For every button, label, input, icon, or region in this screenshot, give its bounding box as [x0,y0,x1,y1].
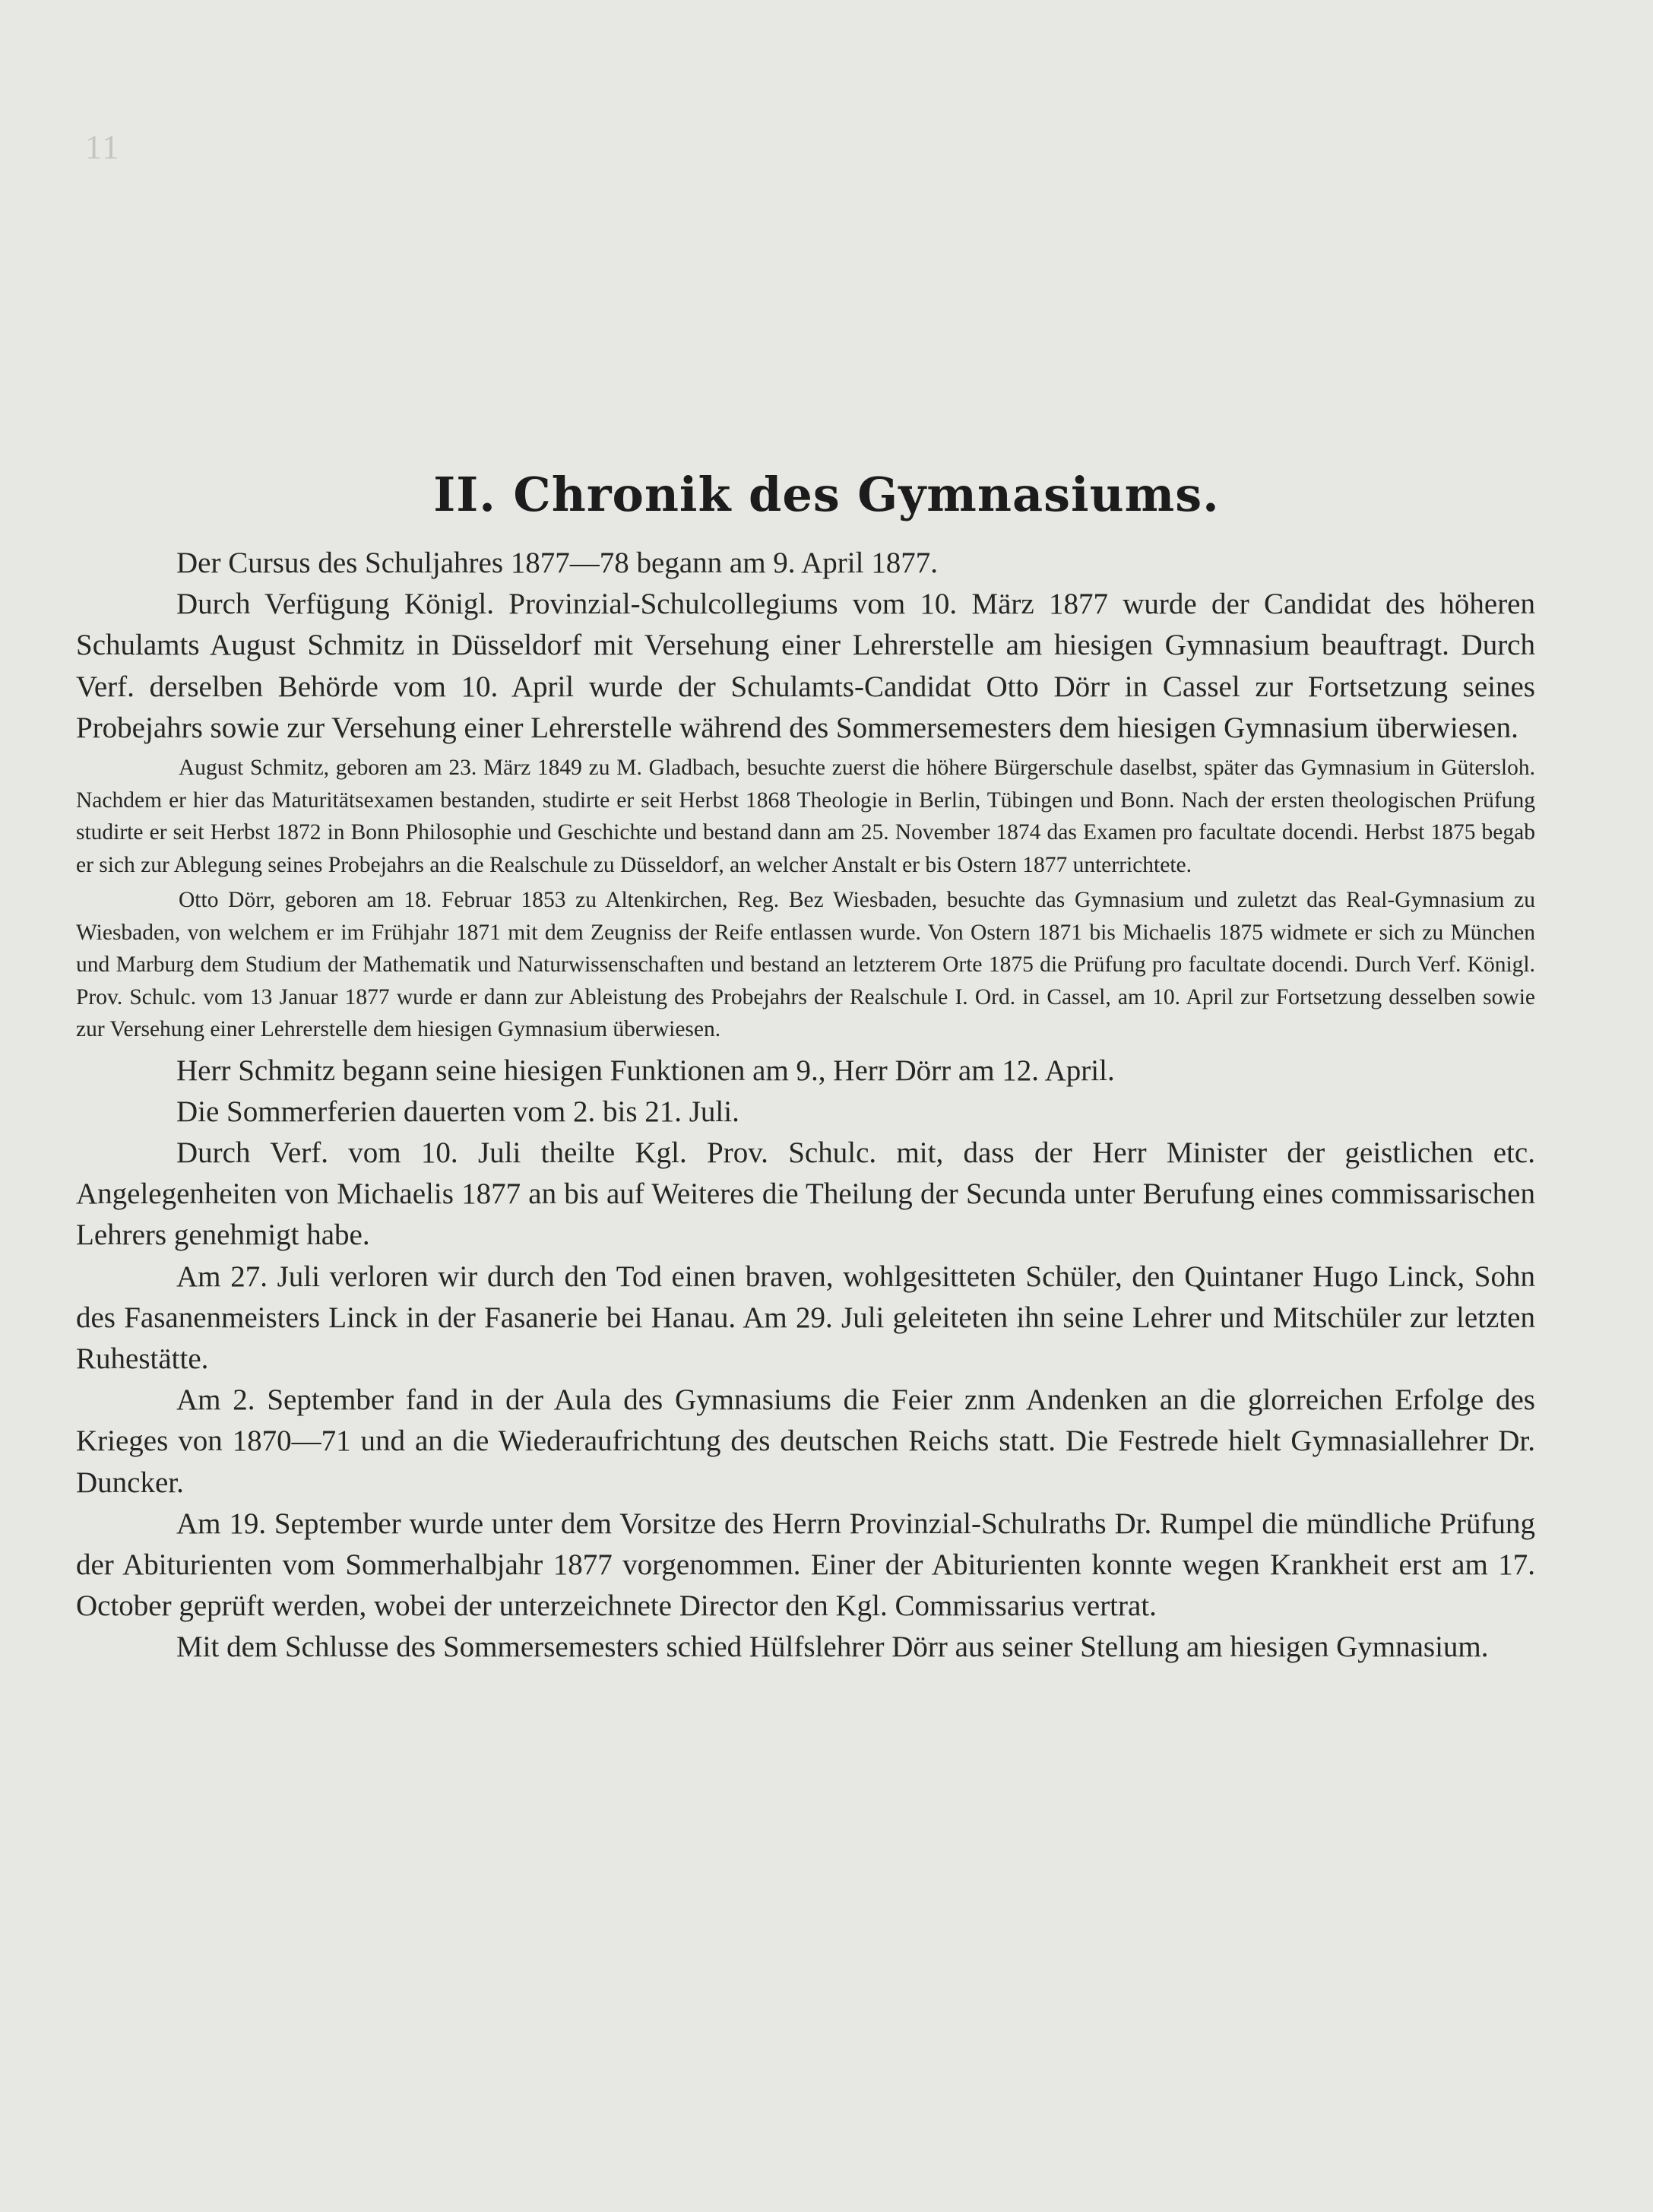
page-number: 11 [85,128,121,166]
paragraph-teacher-appointments: Durch Verfügung Königl. Provinzial-Schulcollegiums vom 10. März 1877 wurde der Candidat des höheren Schulamts August Schmitz in Düsseldorf mit Versehung einer Lehrerstelle am hiesigen Gymnasium beauftragt. Durch Verf. derselben Behörde vom 10. April wurde der Schulamts-Candidat Otto Dörr in Cassel zur Fortsetzung seines Probejahrs sowie zur Versehung einer Lehrerstelle während des Sommersemesters dem hiesigen Gymnasium überwiesen. [76,588,1535,744]
biography-note-doerr: Otto Dörr, geboren am 18. Februar 1853 zu Altenkirchen, Reg. Bez Wiesbaden, besuchte das Gymnasium und zuletzt das Real-Gymnasium zu Wiesbaden, von welchem er im Frühjahr 1871 mit dem Zeugniss der Reife entlassen wurde. Von Ostern 1871 bis Michaelis 1875 widmete er sich zu München und Marburg dem Studium der Mathematik und Naturwissenschaften und bestand an letzterem Orte 1875 die Prüfung pro facultate docendi. Durch Verf. Königl. Prov. Schulc. vom 13 Januar 1877 wurde er dann zur Ableistung des Probejahrs der Realschule I. Ord. in Cassel, am 10. April zur Fortsetzung desselben sowie zur Versehung einer Lehrerstelle dem hiesigen Gymnasium überwiesen. [76,888,1535,1042]
biography-note-schmitz: August Schmitz, geboren am 23. März 1849 zu M. Gladbach, besuchte zuerst die höhere Bürgerschule daselbst, später das Gymnasium in Gütersloh. Nachdem er hier das Maturitätsexamen bestanden, studirte er seit Herbst 1868 Theologie in Berlin, Tübingen und Bonn. Nach der ersten theologischen Prüfung studirte er seit Herbst 1872 in Bonn Philosophie und Geschichte und bestand dann am 25. November 1874 das Examen pro facultate docendi. Herbst 1875 begab er sich zur Ablegung seines Probejahrs an die Realschule zu Düsseldorf, an welcher Anstalt er bis Ostern 1877 unterrichtete. [76,756,1535,877]
paragraph-secunda-division: Durch Verf. vom 10. Juli theilte Kgl. Prov. Schulc. mit, dass der Herr Minister der geistlichen etc. Angelegenheiten von Michaelis 1877 an bis auf Weiteres die Theilung der Secunda unter Berufung eines commissarischen Lehrers genehmigt habe. [76,1136,1535,1252]
chronicle-text [76,543,1535,1669]
chapter-title: II. Chronik des Gymnasiums. [433,467,1220,522]
paragraph-abitur-exam: Am 19. September wurde unter dem Vorsitze des Herrn Provinzial-Schulraths Dr. Rumpel die mündliche Prüfung der Abiturienten vom Sommerhalbjahr 1877 vorgenommen. Einer der Abiturienten konnte wegen Krankheit erst am 17. October geprüft werden, wobei der unterzeichnete Director den Kgl. Commissarius vertrat. [76,1507,1535,1623]
paragraph-death-of-pupil: Am 27. Juli verloren wir durch den Tod einen braven, wohlgesitteten Schüler, den Quintaner Hugo Linck, Sohn des Fasanenmeisters Linck in der Fasanerie bei Hanau. Am 29. Juli geleiteten ihn seine Lehrer und Mitschüler zur letzten Ruhestätte. [76,1260,1535,1375]
paragraph-start-of-duties: Herr Schmitz begann seine hiesigen Funktionen am 9., Herr Dörr am 12. April. [176,1054,1115,1087]
paragraph-summer-holidays: Die Sommerferien dauerten vom 2. bis 21. Juli. [176,1095,739,1128]
paragraph-school-year: Der Cursus des Schuljahres 1877—78 begann am 9. April 1877. [176,547,938,579]
paragraph-sedan-celebration: Am 2. September fand in der Aula des Gymnasiums die Feier znm Andenken an die glorreichen Erfolge des Krieges von 1870—71 und an die Wiederaufrichtung des deutschen Reichs statt. Die Festrede hielt Gymnasiallehrer Dr. Duncker. [76,1383,1535,1499]
paragraph-teacher-departure: Mit dem Schlusse des Sommersemesters schied Hülfslehrer Dörr aus seiner Stellung am hiesigen Gymnasium. [176,1630,1489,1664]
